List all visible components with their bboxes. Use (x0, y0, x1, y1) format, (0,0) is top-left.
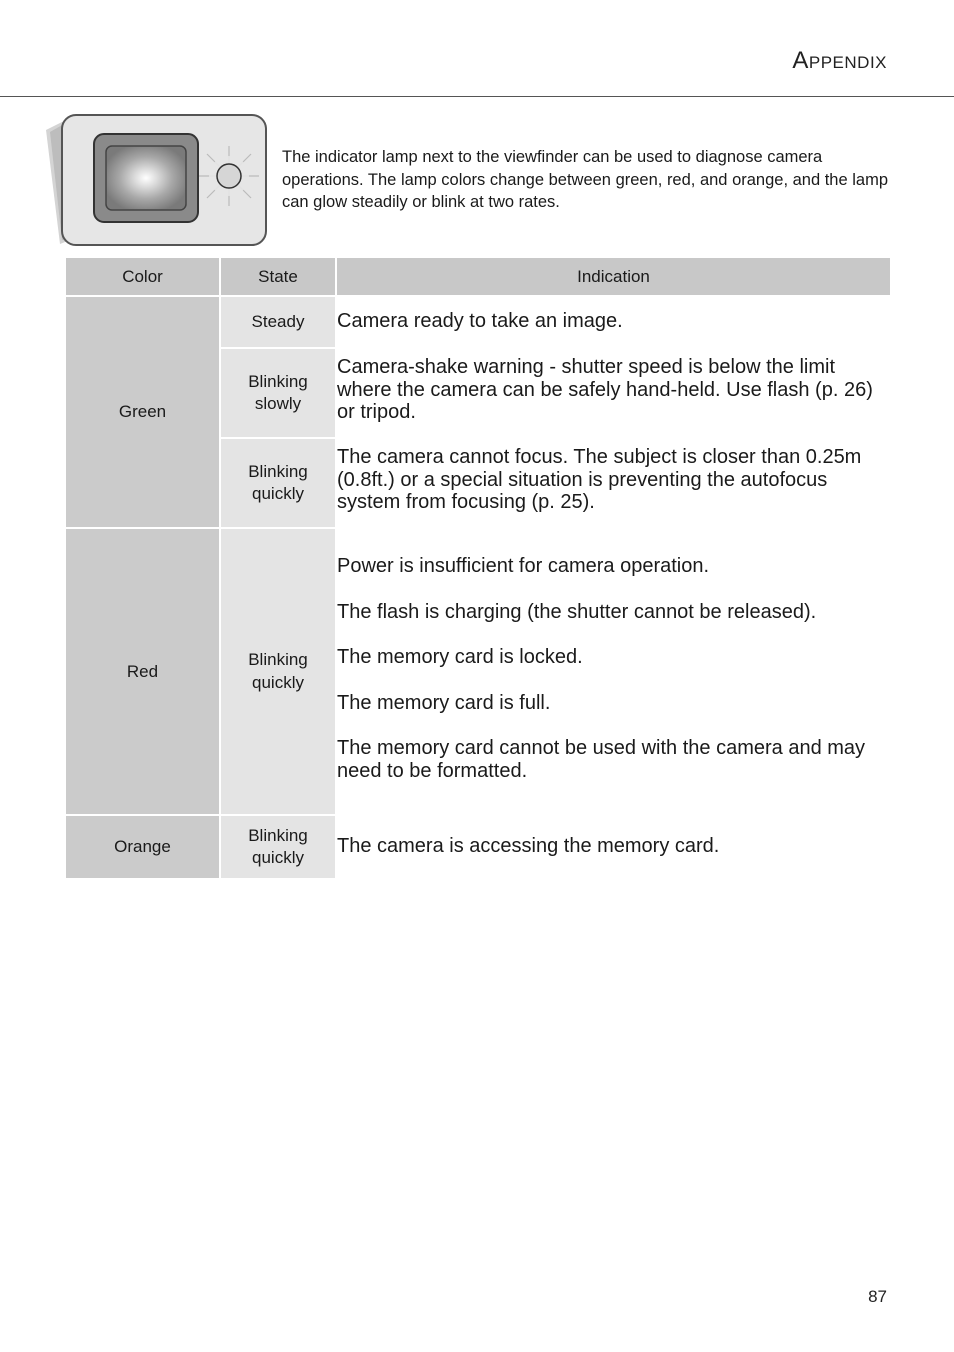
state-cell (220, 438, 336, 528)
indication-text: Camera-shake warning - shutter speed is below the limit where the camera can be safely hand-held. Use flash (p. 26) or tripod. (337, 356, 873, 423)
column-header-state: State (220, 258, 336, 296)
page-number: 87 (868, 1287, 887, 1306)
state-text: Blinking (248, 371, 308, 391)
state-text: quickly (252, 848, 304, 867)
state-text: Steady (251, 311, 305, 331)
page-header-title: Appendix (792, 47, 887, 74)
indication-text: The memory card is full. (337, 691, 551, 714)
indication-cell (336, 528, 890, 815)
indication-text: The camera is accessing the memory card. (337, 835, 720, 858)
viewfinder-lamp-illustration (44, 112, 270, 250)
indication-cell (336, 815, 890, 878)
column-header-color: Color (66, 258, 220, 296)
color-cell-red: Red (66, 528, 220, 815)
state-text: Blinking (248, 461, 308, 481)
state-text: slowly (254, 394, 302, 413)
indication-cell (336, 348, 890, 438)
state-cell (220, 815, 336, 878)
state-text: Blinking (248, 650, 308, 669)
indication-cell (336, 296, 890, 348)
indicator-lamp-icon (199, 146, 259, 206)
state-text: Blinking (248, 825, 308, 845)
indication-text: The camera cannot focus. The subject is closer than 0.25m (0.8ft.) or a special situation is preventing the autofocus system from focusing (p. 25). (337, 446, 862, 513)
state-cell (220, 296, 336, 348)
table-row (66, 296, 890, 348)
indication-cell (336, 438, 890, 528)
indication-text: The memory card is locked. (337, 646, 583, 668)
header-divider (0, 96, 954, 97)
intro-paragraph: The indicator lamp next to the viewfinder can be used to diagnose camera operations. The lamp colors change between green, red, and orange, and the lamp can glow steadily or blink at two rates. (282, 148, 889, 211)
table-row (66, 815, 890, 878)
column-header-indication: Indication (336, 258, 890, 296)
indication-text: The memory card cannot be used with the camera and may need to be formatted. (337, 737, 866, 782)
state-cell (220, 348, 336, 438)
state-cell (220, 528, 336, 815)
table-header-row (66, 258, 890, 296)
state-text: quickly (252, 672, 304, 692)
indicator-lamp-table (66, 258, 890, 878)
indication-text: The flash is charging (the shutter cannot be released). (337, 600, 817, 623)
state-text: quickly (252, 484, 304, 503)
table-row (66, 528, 890, 815)
indication-text: Camera ready to take an image. (337, 310, 623, 332)
color-cell-orange: Orange (66, 815, 220, 878)
indication-text: Power is insufficient for camera operation. (337, 555, 710, 577)
color-cell-green: Green (66, 296, 220, 528)
